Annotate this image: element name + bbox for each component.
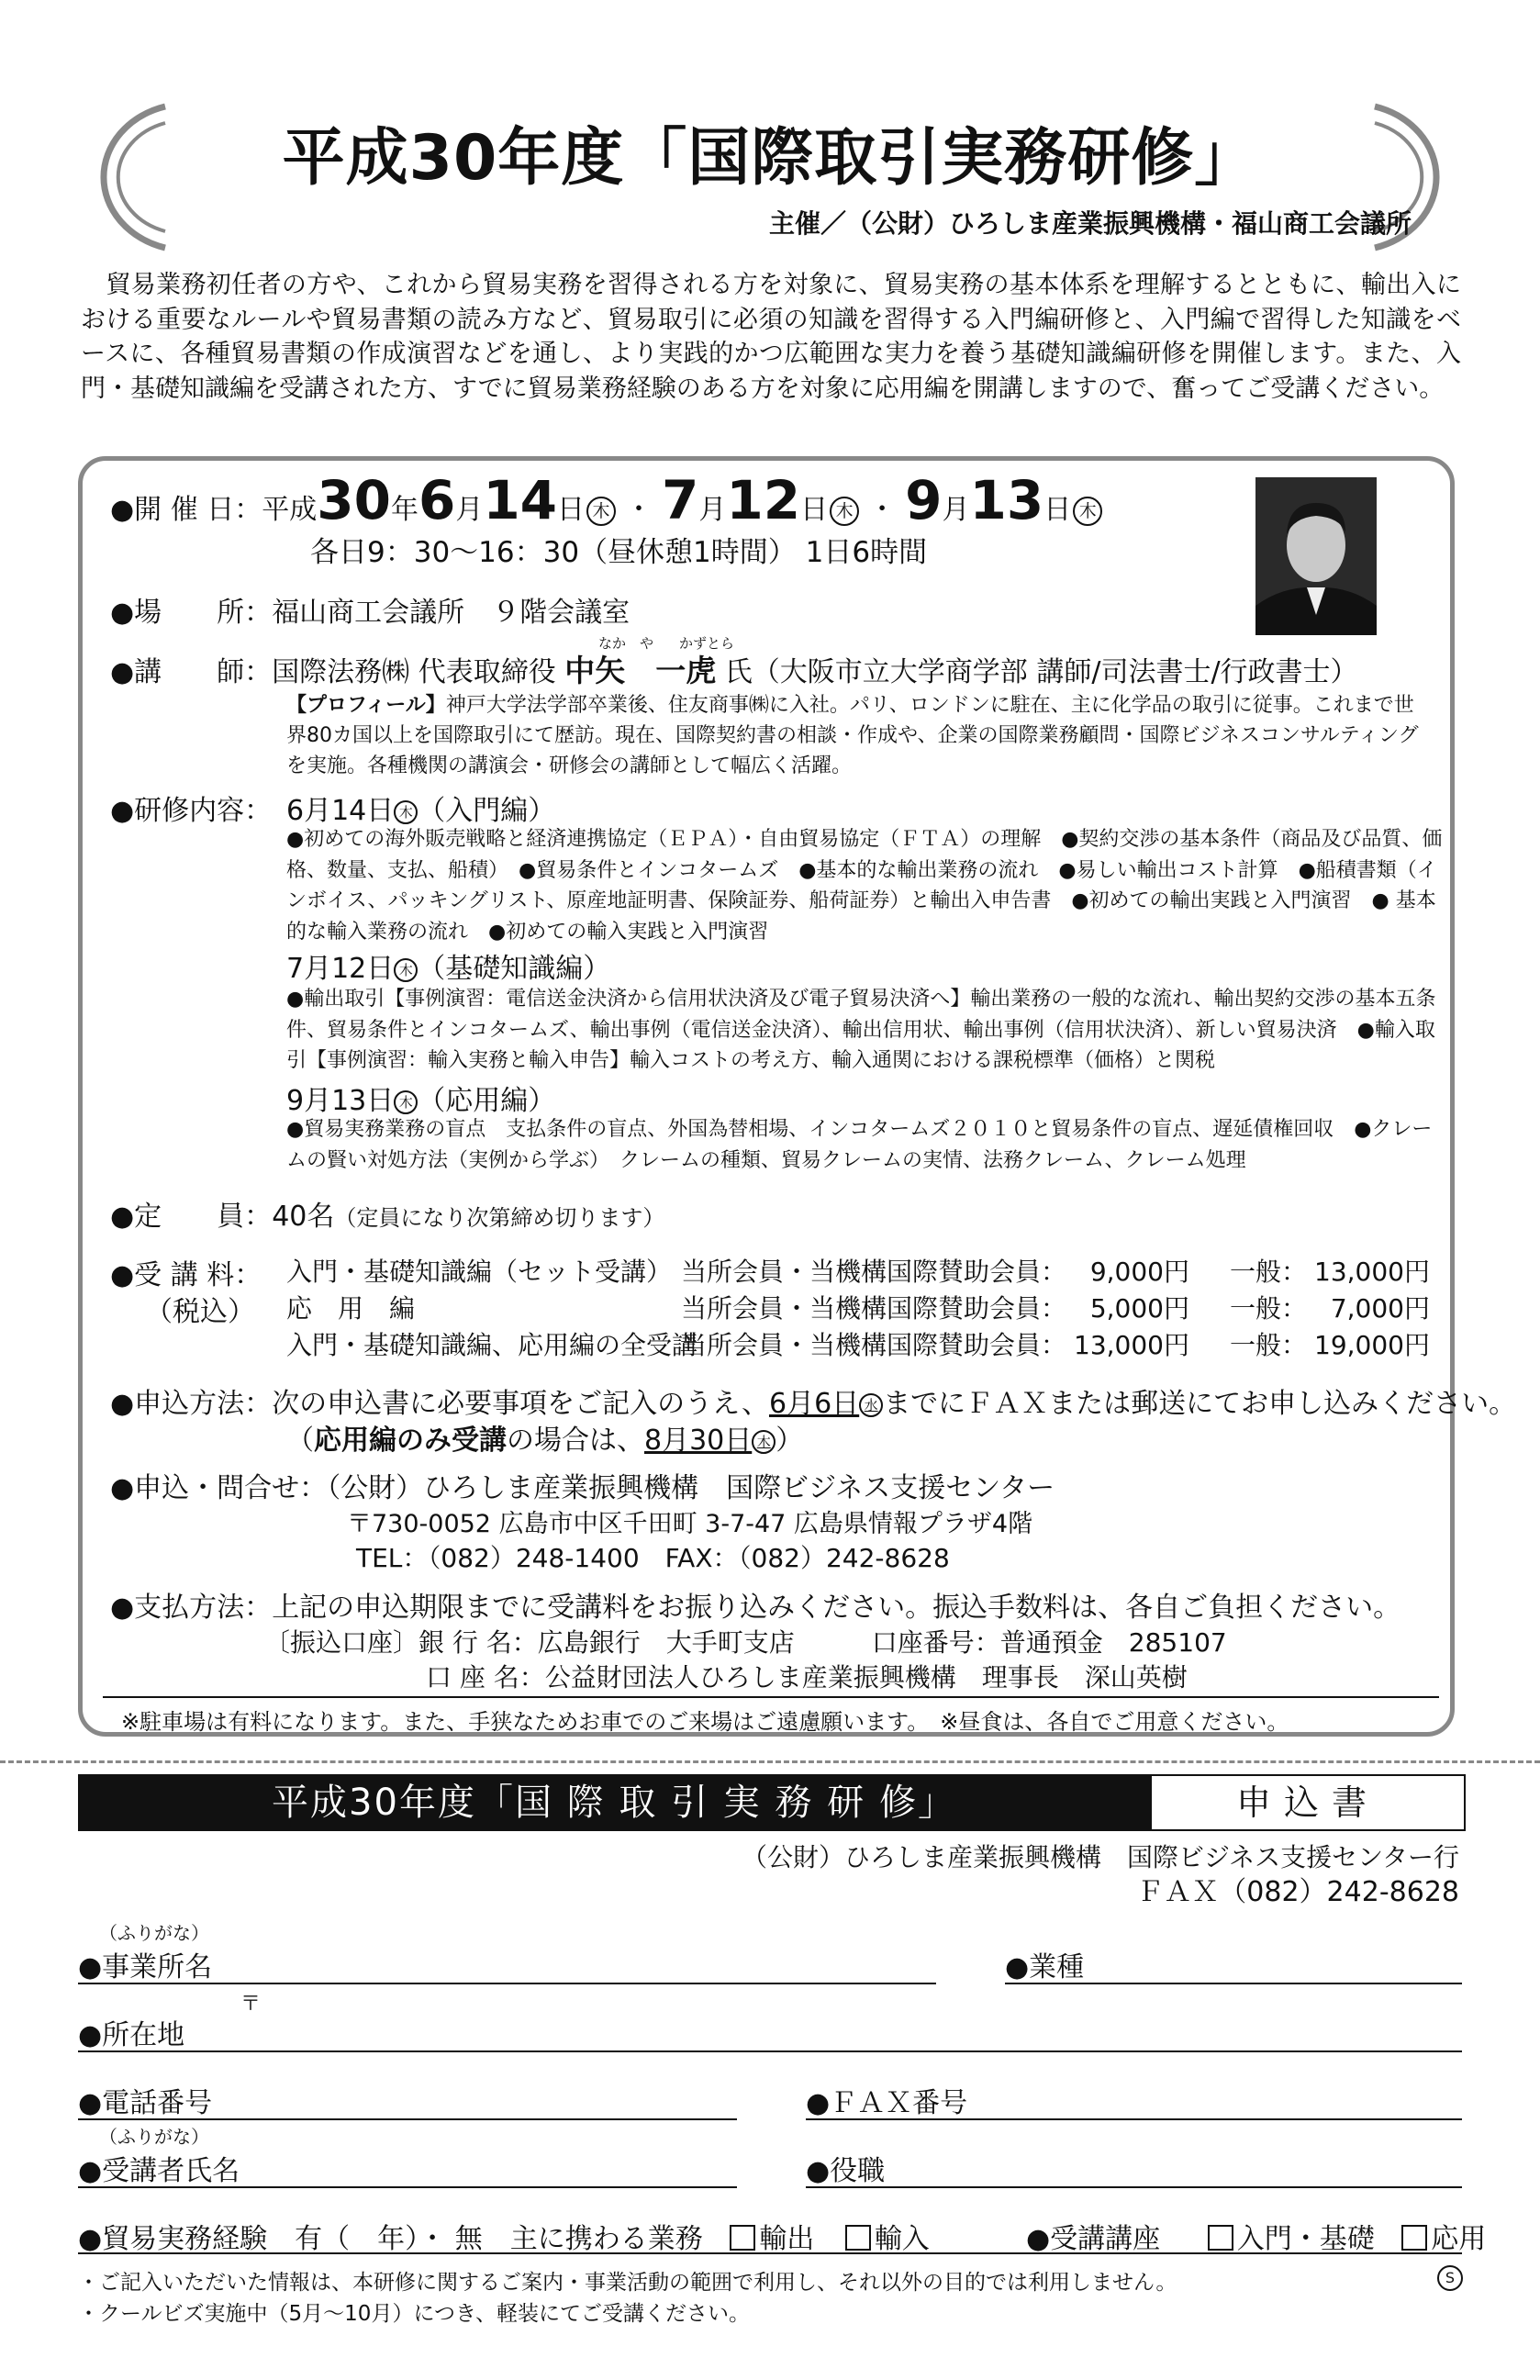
organizer: 主催／（公財）ひろしま産業振興機構・福山商工会議所 (768, 208, 1412, 239)
basic-course-checkbox[interactable] (1208, 2225, 1233, 2251)
session2-items: ●輸出取引【事例演習：電信送金決済から信用状決済及び電子貿易決済へ】輸出業務の一般的な流れ、輸出契約交渉の基本五条件、貿易条件とインコタームズ、輸出事例（電信送金決済）、輸出信用状、輸出事例（信用状決済）、新しい貿易決済 ●輸入取引【事例演習：輸入実務と輸入申告】輸入コストの考え方、輸入通関における課税標準（価格）と関税 (286, 988, 1436, 1072)
form-fax: ＦＡＸ（082）242-8628 (1136, 1876, 1459, 1908)
course-row: ●受講講座 入門・基礎 応用 (1026, 2223, 1487, 2255)
fee-member-label: 当所会員・当機構国際賛助会員： (681, 1293, 1067, 1324)
weekday-thu: 木 (1073, 497, 1102, 526)
fee-member-amount: 9,000円 (1089, 1257, 1189, 1287)
contact-tel: TEL：（082）248-1400 FAX：（082）242-8628 (356, 1543, 950, 1573)
business-name-label: ●事業所名 (78, 1951, 213, 1983)
fee-course: 入門・基礎知識編（セット受講） (286, 1257, 673, 1287)
content-label: ●研修内容： (110, 795, 273, 827)
fee-member-amount: 5,000円 (1089, 1293, 1189, 1324)
position-label: ●役職 (806, 2155, 886, 2187)
intro-paragraph (81, 268, 1461, 406)
position-field[interactable] (806, 2186, 1462, 2188)
capacity-value: 40名 (272, 1201, 335, 1233)
experience-row: ●貿易実務経験 有（ 年）・ 無 主に携わる業務 輸出 輸入 (78, 2223, 930, 2255)
panel-divider (103, 1696, 1439, 1698)
session1-title: 6月14日 木 （入門編） (286, 795, 556, 827)
notice: ※駐車場は有料になります。また、手狭なためお車でのご来場はご遠慮願います。 ※昼食は、各自でご用意ください。 (121, 1709, 1289, 1735)
weekday-thu: 木 (586, 497, 616, 526)
apply-label: ●申込方法： (110, 1388, 273, 1420)
industry-label: ●業種 (1005, 1951, 1085, 1983)
postal-mark: 〒 (240, 1993, 262, 2016)
weekday-thu: 木 (830, 497, 859, 526)
payment-label: ●支払方法： (110, 1592, 273, 1624)
venue-label: ●場 所： (110, 597, 273, 629)
experience-line (78, 2252, 1462, 2254)
lecturer-row: ●講 師：国際法務㈱ 代表取締役 中矢 一虎 氏（大阪市立大学商学部 講師/司法書士/行政書士） (110, 653, 1358, 688)
schedule-label: ●開 催 日： (110, 494, 262, 526)
schedule-row: ●開 催 日：平成30年6月14日 木 ・ 7月12日 木 ・ 9月13日 木 (110, 470, 1102, 541)
lecturer-ruby-1: なか や (598, 635, 654, 652)
fee-general-label: 一般： (1230, 1257, 1308, 1287)
year-number: 30 (317, 469, 391, 531)
apply-note: （応用編のみ受講の場合は、8月30日 木 ） (286, 1425, 804, 1457)
page-title: 平成30年度「国際取引実務研修」 (282, 122, 1258, 195)
intro-text: 貿易業務初任者の方や、これから貿易実務を習得される方を対象に、貿易実務の基本体系を理解するとともに、輸出入における重要なルールや貿易書類の読み方など、貿易取引に必須の知識を習得する入門編研修と、入門編で習得した知識をベースに、各種貿易書類の作成演習などを通し、より実践的かつ広範囲な実力を養う基礎知識編研修を開催します。また、入門・基礎知識編を受講された方、すでに貿易業務経験のある方を対象に応用編を開講しますので、奮ってご受講ください。 (81, 271, 1461, 403)
fee-general-label: 一般： (1230, 1293, 1308, 1324)
fax-label: ●ＦＡＸ番号 (806, 2087, 968, 2119)
fax-field[interactable] (806, 2118, 1462, 2120)
contact-org: （公財）ひろしま産業振興機構 国際ビジネス支援センター (327, 1472, 1055, 1504)
account-line: 口 座 名：公益財団法人ひろしま産業振興機構 理事長 深山英樹 (426, 1662, 1188, 1693)
phone-label: ●電話番号 (78, 2087, 213, 2119)
form-title-box: 申込書 (1150, 1774, 1466, 1831)
fee-course: 応 用 編 (286, 1293, 416, 1324)
lecturer-ruby-2: かずとら (679, 635, 735, 652)
fee-general-label: 一般： (1230, 1330, 1308, 1360)
session2-title: 7月12日 木 （基礎知識編） (286, 953, 611, 985)
session3-items: ●貿易実務業務の盲点 支払条件の盲点、外国為替相場、インコタームズ２０１０と貿易条件の盲点、遅延債権回収 ●クレームの賢い対処方法（実例から学ぶ） クレームの種類、貿易クレームの実情、法務クレーム、クレーム処理 (286, 1118, 1433, 1172)
fee-general-amount: 7,000円 (1330, 1293, 1430, 1324)
venue-value: 福山商工会議所 ９階会議室 (272, 597, 631, 629)
furigana-label: （ふりがな） (99, 1922, 209, 1944)
capacity-row: ●定 員：40名（定員になり次第締め切ります） (110, 1201, 665, 1233)
s-mark-icon: S (1437, 2265, 1463, 2291)
applied-course-checkbox[interactable] (1401, 2225, 1427, 2251)
contact-label: ●申込・問合せ： (110, 1472, 328, 1504)
fee-course: 入門・基礎知識編、応用編の全受講 (286, 1330, 698, 1360)
business-name-field[interactable] (78, 1983, 936, 1984)
address-label: ●所在地 (78, 2019, 185, 2051)
contact-address: 〒730-0052 広島市中区千田町 3-7-47 広島県情報プラザ4階 (347, 1510, 1033, 1538)
contact-row (110, 1465, 1055, 1505)
capacity-label: ●定 員： (110, 1201, 273, 1233)
fee-member-label: 当所会員・当機構国際賛助会員： (681, 1257, 1067, 1287)
address-field[interactable] (78, 2050, 1462, 2052)
apply-deadline: 6月6日 (769, 1388, 860, 1420)
export-checkbox[interactable] (730, 2225, 755, 2251)
furigana-label-2: （ふりがな） (99, 2126, 209, 2148)
fee-general-amount: 13,000円 (1314, 1257, 1430, 1287)
schedule-time: 各日9：30～16：30（昼休憩1時間） 1日6時間 (310, 536, 928, 569)
apply-row: ●申込方法：次の申込書に必要事項をご記入のうえ、6月6日 水 までにＦＡＸまたは郵送にてお申し込みください。 (110, 1388, 1517, 1420)
form-to: （公財）ひろしま産業振興機構 国際ビジネス支援センター行 (741, 1842, 1459, 1872)
lecturer-photo (1255, 477, 1377, 635)
industry-field[interactable] (1005, 1983, 1462, 1984)
fees-label: ●受 講 料： (110, 1259, 262, 1291)
phone-field[interactable] (78, 2118, 737, 2120)
fee-member-label: 当所会員・当機構国際賛助会員： (681, 1330, 1067, 1360)
privacy-note: ・ご記入いただいた情報は、本研修に関するご案内・事業活動の範囲で利用し、それ以外の目的では利用しません。 (78, 2271, 1177, 2295)
session1-items: ●初めての海外販売戦略と経済連携協定（ＥＰＡ）・自由貿易協定（ＦＴＡ）の理解 ●契約交渉の基本条件（商品及び品質、価格、数量、支払、船積） ●貿易条件とインコタームズ ●基本的な輸出業務の流れ ●易しい輸出コスト計算 ●船積書類（インボイス、パッキングリスト、原産地証明書、保険証券、船荷証券）と輸出入申告書 ●初めての輸出実践と入門演習 ● 基本的な輸入業務の流れ ●初めての輸入実践と入門演習 (286, 828, 1443, 944)
lecturer-name: 中矢 一虎 (564, 653, 717, 688)
payment-row: ●支払方法：上記の申込期限までに受講料をお振り込みください。振込手数料は、各自ご負担ください。 (110, 1592, 1401, 1624)
coolbiz-note: ・クールビズ実施中（5月～10月）につき、軽装にてご受講ください。 (78, 2302, 751, 2326)
import-checkbox[interactable] (845, 2225, 871, 2251)
session3-title: 9月13日 木 （応用編） (286, 1085, 556, 1117)
form-title-bar: 平成30年度「国 際 取 引 実 務 研 修」 (78, 1774, 1150, 1831)
bank-line: 〔振込口座〕銀 行 名：広島銀行 大手町支店 口座番号：普通預金 285107 (264, 1627, 1227, 1658)
attendee-field[interactable] (78, 2186, 737, 2188)
lecturer-profile: 【プロフィール】神戸大学法学部卒業後、住友商事㈱に入社。パリ、ロンドンに駐在、主に化学品の取引に従事。これまで世界80カ国以上を国際取引にて歴訪。現在、国際契約書の相談・作成や、企業の国際業務顧問・国際ビジネスコンサルティングを実施。各種機関の講演会・研修会の講師として幅広く活躍。 (286, 694, 1419, 777)
venue-row (110, 589, 630, 630)
fees-tax: （税込） (145, 1296, 255, 1328)
applied-deadline: 8月30日 (644, 1425, 753, 1457)
lecturer-label: ●講 師： (110, 656, 273, 688)
cut-line (0, 1760, 1540, 1763)
fee-member-amount: 13,000円 (1074, 1330, 1189, 1360)
attendee-label: ●受講者氏名 (78, 2155, 240, 2187)
fee-general-amount: 19,000円 (1314, 1330, 1430, 1360)
